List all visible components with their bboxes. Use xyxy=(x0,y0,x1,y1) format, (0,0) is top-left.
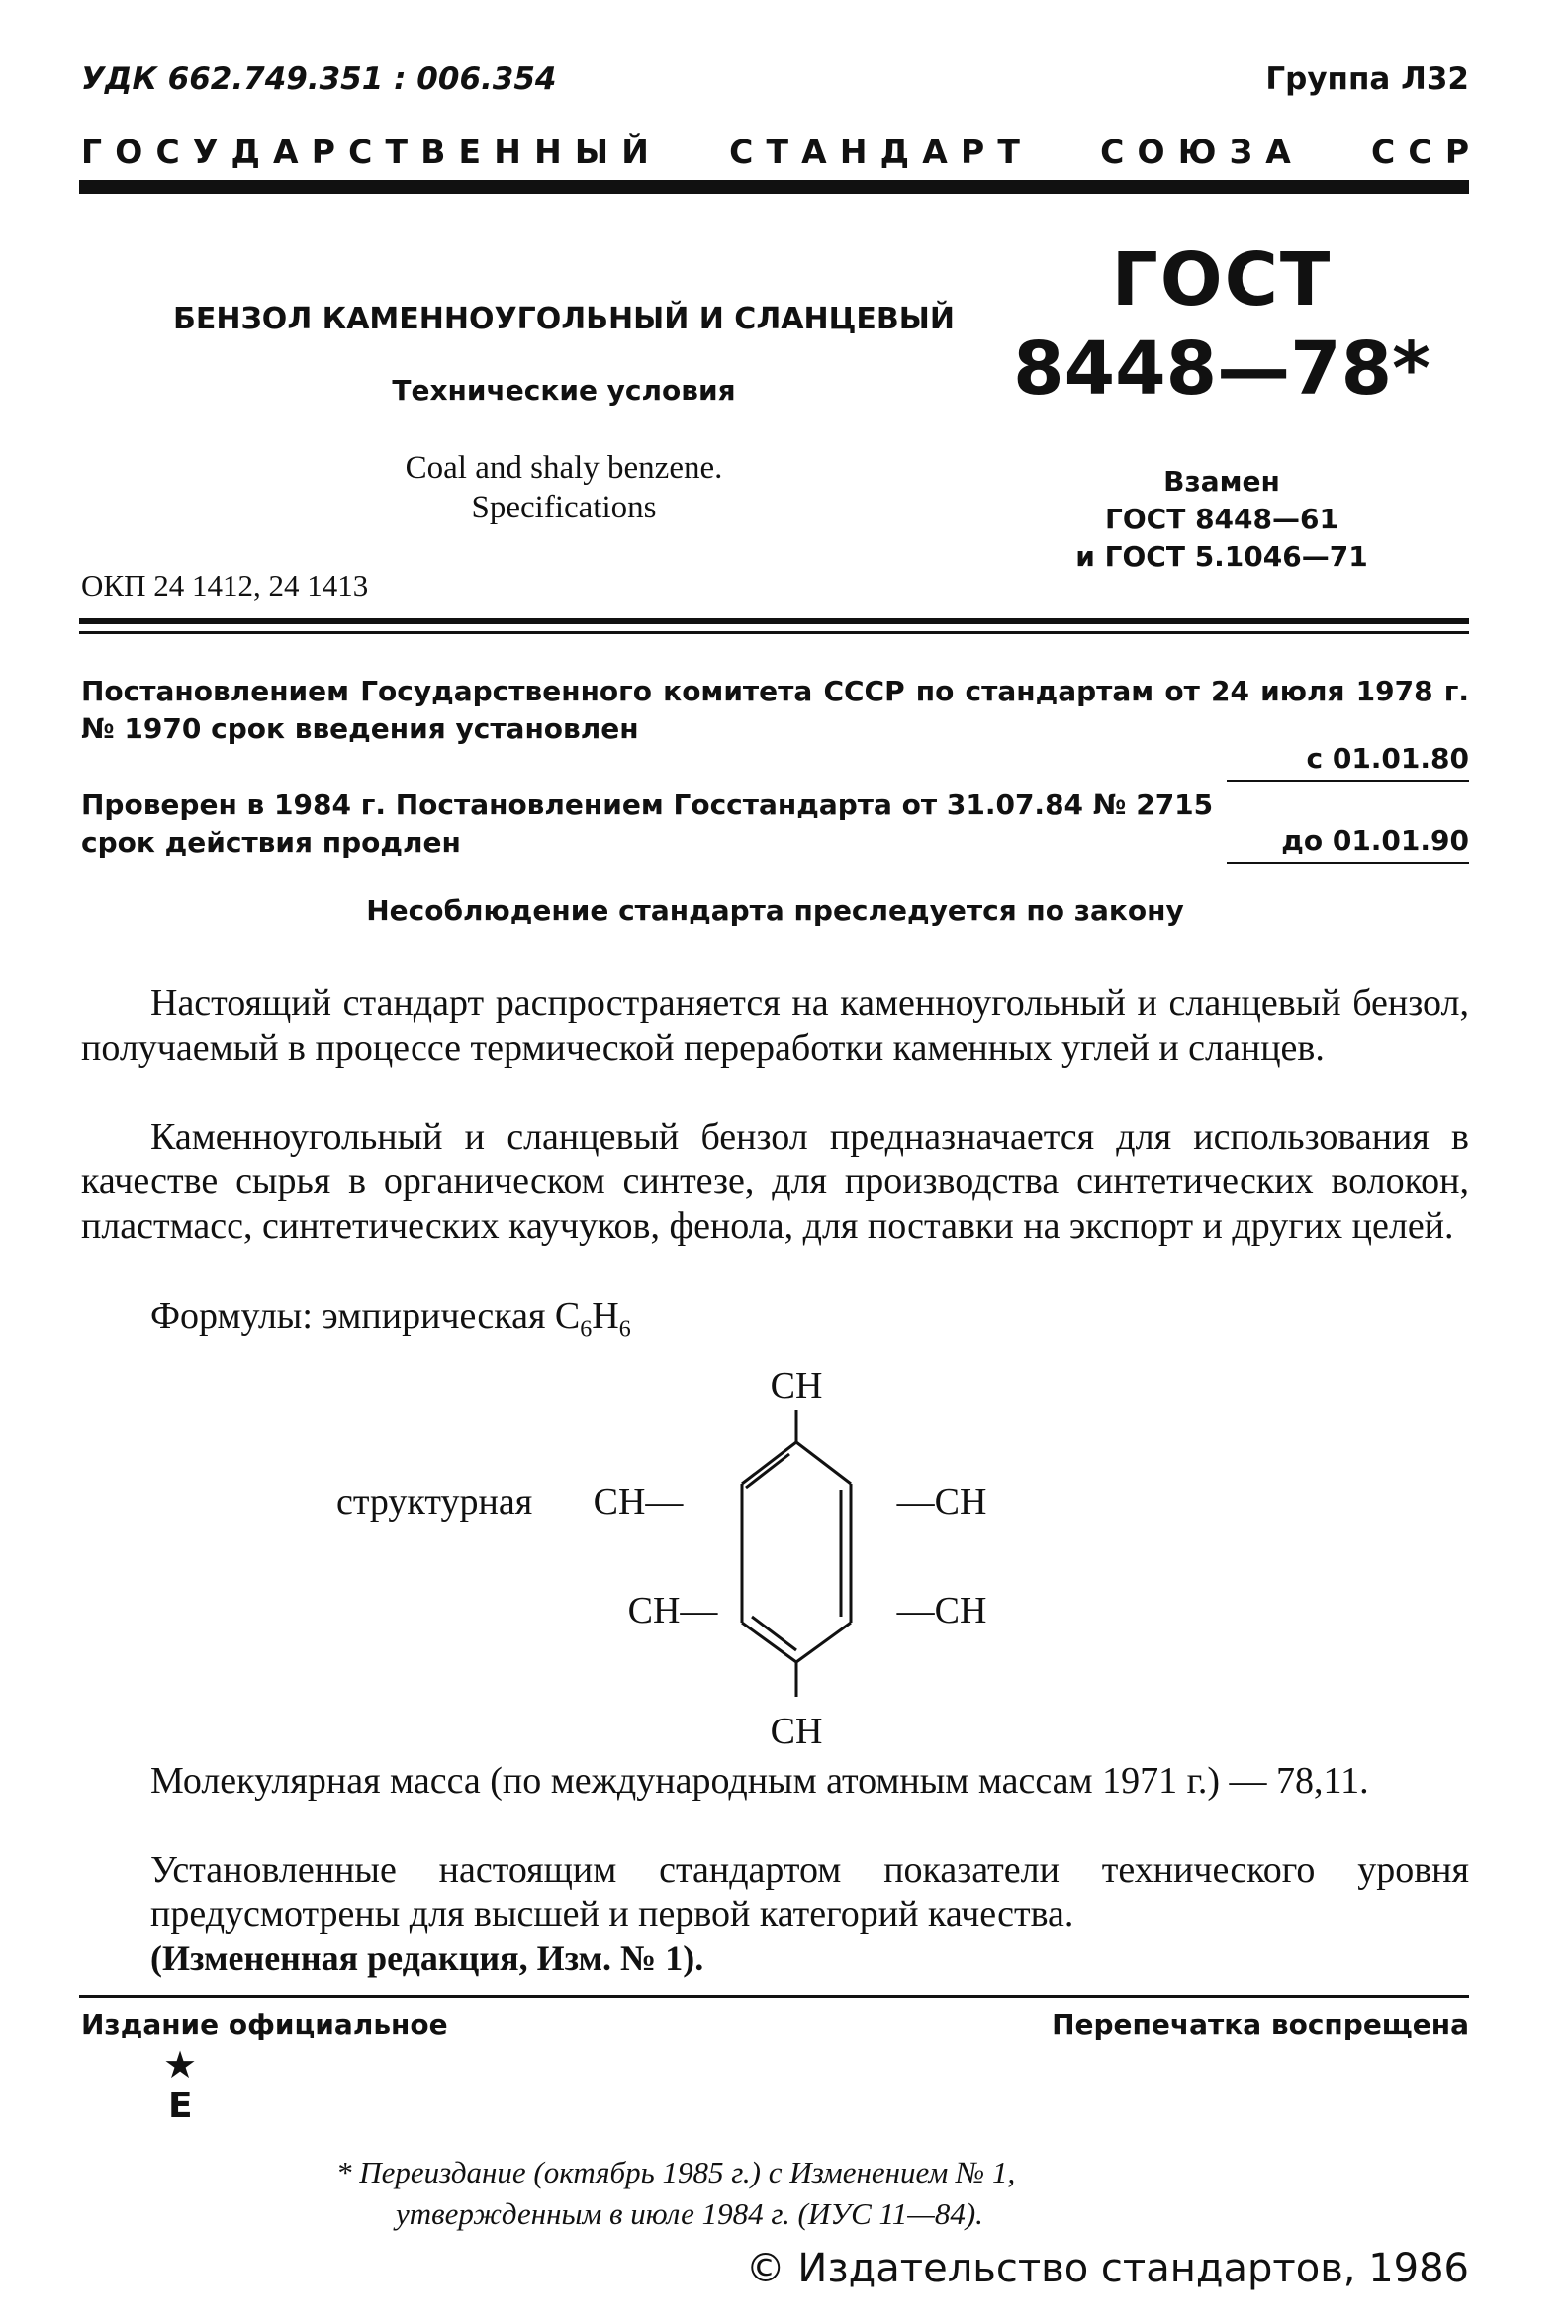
product-title-english xyxy=(158,448,969,527)
replaces-line1: Взамен xyxy=(1163,465,1280,498)
ch-left-top: CH— xyxy=(593,1481,684,1523)
formula-prefix: Формулы: эмпирическая C xyxy=(150,1295,581,1337)
title-block-rule-thin xyxy=(79,631,1469,634)
structure-label: структурная xyxy=(336,1481,533,1523)
product-title: БЕНЗОЛ КАМЕННОУГОЛЬНЫЙ И СЛАНЦЕВЫЙ xyxy=(173,302,955,336)
gost-number: 8448—78* xyxy=(1013,326,1430,412)
footer-rule xyxy=(79,1995,1469,1998)
okp-code: ОКП 24 1412, 24 1413 xyxy=(81,568,369,603)
checked-text: Проверен в 1984 г. Постановлением Госстандарта от 31.07.84 № 2715 срок действия продлен xyxy=(81,789,1214,859)
legal-notice: Несоблюдение стандарта преследуется по закону xyxy=(366,894,1184,927)
effective-date-underline xyxy=(1227,780,1469,782)
header-rule xyxy=(79,180,1469,194)
paragraph-molecular-mass: Молекулярная масса (по международным атомным массам 1971 г.) — 78,11. xyxy=(150,1760,1369,1802)
title-block-rule xyxy=(79,618,1469,624)
group-code: Группа Л32 xyxy=(1265,61,1469,97)
paragraph-quality: Установленные настоящим стандартом показатели технического уровня предусмотрены для высшей и первой категорий качества. xyxy=(150,1849,1469,1935)
ch-bottom: CH xyxy=(770,1711,823,1752)
state-standard-word: С О Ю З А xyxy=(1100,133,1291,171)
state-standard-word: С Т А Н Д А Р Т xyxy=(729,133,1020,171)
formula-sub-h: 6 xyxy=(618,1316,631,1343)
replaces-line2: ГОСТ 8448—61 xyxy=(1105,503,1338,535)
e-mark: Е xyxy=(168,2086,193,2126)
official-edition-label: Издание официальное xyxy=(81,2008,448,2041)
formula-sub-c: 6 xyxy=(580,1316,593,1343)
product-subtitle: Технические условия xyxy=(392,374,736,407)
ch-top: CH xyxy=(770,1365,823,1407)
reissue-note xyxy=(336,2152,1326,2235)
formula-h: H xyxy=(592,1295,619,1337)
extended-date: до 01.01.90 xyxy=(1281,824,1469,857)
decree-text: Постановлением Государственного комитета СССР по стандартам от 24 июля 1978 г. № 1970 срок введения установлен xyxy=(81,675,1469,745)
state-standard-word: С С Р xyxy=(1371,133,1469,171)
extended-date-underline xyxy=(1227,862,1469,864)
benzene-ring xyxy=(742,1410,851,1697)
udk-code: УДК 662.749.351 : 006.354 xyxy=(81,61,557,97)
star-icon: ★ xyxy=(163,2043,198,2087)
product-title-english-line1: Coal and shaly benzene. xyxy=(405,450,723,486)
publisher-copyright: © Издательство стандартов, 1986 xyxy=(745,2246,1469,2291)
state-standard-heading xyxy=(81,133,1469,171)
replaces-block xyxy=(1009,463,1434,576)
ch-left-bottom: CH— xyxy=(627,1590,718,1631)
benzene-structural-formula xyxy=(336,1365,1029,1761)
ch-right-top: —CH xyxy=(896,1481,987,1523)
reissue-line1: * Переиздание (октябрь 1985 г.) с Изменением № 1, xyxy=(336,2155,1016,2189)
amendment-note: (Измененная редакция, Изм. № 1). xyxy=(150,1938,704,1978)
paragraph-scope: Настоящий стандарт распространяется на каменноугольный и сланцевый бензол, получаемый в процессе термической переработки каменных углей и сланцев. xyxy=(81,982,1469,1069)
paragraph-formula xyxy=(150,1294,1469,1352)
paragraph-purpose: Каменноугольный и сланцевый бензол предназначается для использования в качестве сырья в органическом синтезе, для производства синтетических волокон, пластмасс, синтетических каучуков, фенола, для поставки на экспорт и других целей. xyxy=(81,1116,1469,1247)
replaces-line3: и ГОСТ 5.1046—71 xyxy=(1075,540,1368,573)
ch-right-bottom: —CH xyxy=(896,1590,987,1631)
effective-date: с 01.01.80 xyxy=(1306,742,1469,775)
state-standard-word: Г О С У Д А Р С Т В Е Н Н Ы Й xyxy=(81,133,649,171)
reprint-prohibited-label: Перепечатка воспрещена xyxy=(1052,2008,1469,2041)
gost-label: ГОСТ xyxy=(1111,237,1333,323)
reissue-line2: утвержденным в июле 1984 г. (ИУС 11—84). xyxy=(396,2196,983,2231)
product-title-english-line2: Specifications xyxy=(471,490,657,525)
